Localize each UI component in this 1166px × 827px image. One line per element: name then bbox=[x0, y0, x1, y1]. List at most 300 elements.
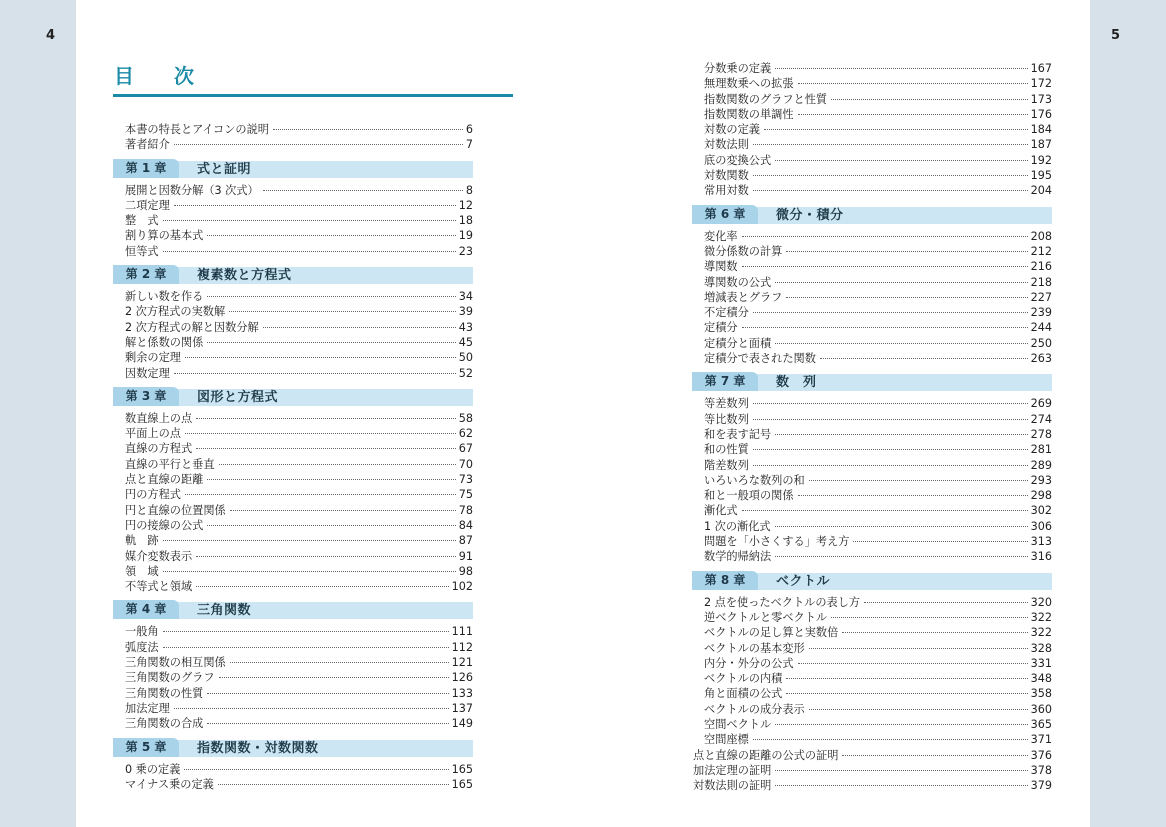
toc-entry[interactable] bbox=[113, 503, 473, 518]
dot-leader bbox=[163, 570, 456, 572]
toc-entry[interactable] bbox=[692, 412, 1052, 427]
page-number-right: 5 bbox=[1110, 28, 1120, 43]
toc-entry-page: 112 bbox=[451, 640, 473, 654]
toc-entry-label: 不定積分 bbox=[704, 306, 749, 320]
dot-leader bbox=[753, 448, 1028, 450]
toc-entry-page: 322 bbox=[1030, 610, 1052, 624]
toc-entry-page: 6 bbox=[465, 123, 473, 136]
toc-entry-page: 43 bbox=[458, 320, 473, 334]
toc-entry-label: 2 点を使ったベクトルの表し方 bbox=[704, 595, 861, 609]
dot-leader bbox=[185, 432, 456, 434]
toc-entry[interactable] bbox=[113, 655, 473, 670]
toc-entry[interactable] bbox=[692, 458, 1052, 473]
dot-leader bbox=[273, 128, 463, 130]
toc-entry-label: 領 域 bbox=[125, 564, 159, 578]
toc-entry[interactable] bbox=[692, 641, 1052, 656]
dot-leader bbox=[775, 555, 1028, 557]
toc-entry[interactable] bbox=[692, 92, 1052, 107]
toc-entry-page: 187 bbox=[1030, 138, 1052, 152]
toc-entry-label: 三角関数のグラフ bbox=[125, 671, 215, 685]
toc-entry-page: 111 bbox=[451, 625, 473, 639]
toc-entry-label: 0 乗の定義 bbox=[125, 762, 181, 776]
toc-entry[interactable] bbox=[113, 441, 473, 456]
dot-leader bbox=[174, 707, 449, 709]
dot-leader bbox=[775, 723, 1028, 725]
toc-entry[interactable] bbox=[113, 213, 473, 228]
dot-leader bbox=[196, 555, 456, 557]
toc-entry[interactable] bbox=[113, 472, 473, 487]
toc-entry-page: 84 bbox=[458, 518, 473, 532]
toc-entry-page: 306 bbox=[1030, 519, 1052, 533]
toc-entry-page: 184 bbox=[1030, 123, 1052, 137]
dot-leader bbox=[185, 493, 456, 495]
toc-entry[interactable] bbox=[113, 457, 473, 472]
chapter-heading bbox=[113, 738, 473, 758]
chapter-heading bbox=[113, 265, 473, 285]
toc-entry-label: 導関数の公式 bbox=[704, 275, 772, 289]
dot-leader bbox=[207, 722, 448, 724]
toc-entry-page: 67 bbox=[458, 442, 473, 456]
chapter-number-tab: 第 7 章 bbox=[692, 372, 758, 391]
chapter-heading bbox=[692, 372, 1052, 392]
dot-leader bbox=[775, 281, 1028, 283]
toc-entry-page: 192 bbox=[1030, 153, 1052, 167]
toc-entry[interactable] bbox=[113, 701, 473, 716]
dot-leader bbox=[207, 295, 455, 297]
toc-entry-page: 58 bbox=[458, 411, 473, 425]
toc-entry-page: 167 bbox=[1030, 62, 1052, 75]
toc-entry-label: ベクトルの足し算と実数倍 bbox=[704, 626, 839, 640]
toc-entry[interactable] bbox=[113, 640, 473, 655]
chapter-title: 複素数と方程式 bbox=[197, 268, 292, 284]
toc-entry[interactable] bbox=[692, 702, 1052, 717]
toc-entry-page: 52 bbox=[458, 366, 473, 380]
toc-entry-label: 対数法則の証明 bbox=[693, 779, 772, 793]
toc-entry[interactable] bbox=[692, 107, 1052, 122]
dot-leader bbox=[831, 98, 1028, 100]
page-number-left: 4 bbox=[46, 28, 56, 43]
toc-entry[interactable] bbox=[692, 183, 1052, 198]
dot-leader bbox=[831, 616, 1028, 618]
dot-leader bbox=[753, 738, 1028, 740]
toc-entry[interactable] bbox=[113, 716, 473, 731]
toc-entry[interactable] bbox=[692, 427, 1052, 442]
dot-leader bbox=[786, 677, 1027, 679]
toc-entry-page: 165 bbox=[451, 762, 473, 776]
dot-leader bbox=[775, 769, 1027, 771]
toc-entry-label: 空間ベクトル bbox=[704, 717, 772, 731]
toc-entry[interactable] bbox=[692, 488, 1052, 503]
toc-entry-label: 底の変換公式 bbox=[704, 153, 772, 167]
toc-entry-page: 173 bbox=[1030, 92, 1052, 106]
toc-entry-label: 円の接線の公式 bbox=[125, 518, 204, 532]
toc-entry[interactable] bbox=[113, 335, 473, 350]
toc-entry[interactable] bbox=[692, 519, 1052, 534]
dot-leader bbox=[775, 67, 1028, 69]
toc-entry-label: 分数乗の定義 bbox=[704, 62, 772, 75]
dot-leader bbox=[174, 204, 456, 206]
toc-entry[interactable] bbox=[692, 290, 1052, 305]
toc-entry-label: 剰余の定理 bbox=[125, 351, 181, 365]
toc-entry-label: 平面上の点 bbox=[125, 427, 181, 441]
toc-entry-label: 階差数列 bbox=[704, 458, 749, 472]
toc-entry-page: 7 bbox=[465, 138, 473, 152]
toc-entry[interactable] bbox=[692, 595, 1052, 610]
dot-leader bbox=[742, 265, 1028, 267]
toc-entry-page: 149 bbox=[451, 717, 473, 731]
dot-leader bbox=[753, 311, 1028, 313]
toc-entry-label: 等比数列 bbox=[704, 412, 749, 426]
dot-leader bbox=[207, 341, 455, 343]
toc-column-right bbox=[692, 61, 1052, 793]
toc-entry-page: 278 bbox=[1030, 427, 1052, 441]
dot-leader bbox=[230, 509, 456, 511]
toc-entry[interactable] bbox=[113, 579, 473, 594]
toc-entry-label: 指数関数のグラフと性質 bbox=[704, 92, 828, 106]
chapter-title: 図形と方程式 bbox=[197, 389, 279, 405]
chapter-heading bbox=[113, 159, 473, 179]
toc-entry-label: 新しい数を作る bbox=[125, 290, 204, 304]
toc-entry-label: 点と直線の距離 bbox=[125, 473, 204, 487]
toc-entry[interactable] bbox=[692, 396, 1052, 411]
dot-leader bbox=[753, 418, 1028, 420]
toc-entry-label: 対数法則 bbox=[704, 138, 749, 152]
toc-entry-page: 313 bbox=[1030, 535, 1052, 549]
toc-entry[interactable] bbox=[113, 350, 473, 365]
toc-entry[interactable] bbox=[113, 426, 473, 441]
dot-leader bbox=[798, 82, 1028, 84]
toc-entry-label: 無理数乗への拡張 bbox=[704, 77, 794, 91]
toc-entry[interactable] bbox=[113, 777, 473, 792]
dot-leader bbox=[219, 463, 456, 465]
dot-leader bbox=[742, 235, 1028, 237]
toc-entry-label: 和を表す記号 bbox=[704, 427, 772, 441]
toc-entry[interactable] bbox=[692, 351, 1052, 366]
toc-entry[interactable] bbox=[692, 305, 1052, 320]
toc-entry[interactable] bbox=[692, 442, 1052, 457]
toc-entry-page: 281 bbox=[1030, 443, 1052, 457]
toc-entry[interactable] bbox=[113, 487, 473, 502]
toc-entry[interactable] bbox=[692, 671, 1052, 686]
toc-entry[interactable] bbox=[692, 61, 1052, 76]
toc-entry[interactable] bbox=[692, 625, 1052, 640]
toc-entry-page: 244 bbox=[1030, 321, 1052, 335]
toc-entry-page: 70 bbox=[458, 457, 473, 471]
toc-entry-page: 320 bbox=[1030, 595, 1052, 609]
left-margin-strip bbox=[0, 0, 76, 827]
dot-leader bbox=[196, 447, 456, 449]
dot-leader bbox=[742, 509, 1028, 511]
toc-entry[interactable] bbox=[692, 137, 1052, 152]
dot-leader bbox=[207, 692, 448, 694]
chapter-title: 式と証明 bbox=[197, 161, 252, 177]
toc-entry-page: 376 bbox=[1030, 748, 1052, 762]
toc-entry-page: 212 bbox=[1030, 244, 1052, 258]
dot-leader bbox=[809, 479, 1028, 481]
toc-entry[interactable] bbox=[113, 518, 473, 533]
toc-entry-page: 73 bbox=[458, 473, 473, 487]
toc-entry-label: 導関数 bbox=[704, 260, 738, 274]
toc-entry[interactable] bbox=[113, 411, 473, 426]
toc-entry-label: 因数定理 bbox=[125, 366, 170, 380]
toc-entry[interactable] bbox=[113, 533, 473, 548]
toc-entry-page: 75 bbox=[458, 488, 473, 502]
toc-entry-label: 直線の方程式 bbox=[125, 442, 193, 456]
toc-entry-label: 和の性質 bbox=[704, 443, 749, 457]
chapter-number-tab: 第 8 章 bbox=[692, 571, 758, 590]
toc-entry-page: 263 bbox=[1030, 352, 1052, 366]
toc-entry-page: 293 bbox=[1030, 473, 1052, 487]
toc-entry-page: 12 bbox=[458, 198, 473, 212]
toc-entry[interactable] bbox=[113, 183, 473, 198]
toc-entry-page: 227 bbox=[1030, 290, 1052, 304]
toc-entry-page: 360 bbox=[1030, 702, 1052, 716]
toc-entry-label: 整 式 bbox=[125, 214, 159, 228]
dot-leader bbox=[775, 159, 1028, 161]
toc-entry-page: 19 bbox=[458, 229, 473, 243]
toc-entry[interactable] bbox=[113, 198, 473, 213]
toc-entry[interactable] bbox=[113, 320, 473, 335]
dot-leader bbox=[764, 128, 1028, 130]
dot-leader bbox=[174, 372, 456, 374]
toc-entry-label: ベクトルの基本変形 bbox=[704, 641, 805, 655]
toc-entry-label: 解と係数の関係 bbox=[125, 335, 204, 349]
toc-entry-page: 322 bbox=[1030, 626, 1052, 640]
toc-entry[interactable] bbox=[113, 762, 473, 777]
toc-entry[interactable] bbox=[692, 259, 1052, 274]
toc-entry[interactable] bbox=[692, 534, 1052, 549]
toc-entry-label: 定積分 bbox=[704, 321, 738, 335]
toc-entry[interactable] bbox=[692, 656, 1052, 671]
toc-entry[interactable] bbox=[113, 244, 473, 259]
dot-leader bbox=[753, 174, 1028, 176]
chapter-title: ベクトル bbox=[776, 573, 831, 589]
toc-entry[interactable] bbox=[692, 122, 1052, 137]
dot-leader bbox=[196, 585, 449, 587]
toc-entry-label: 内分・外分の公式 bbox=[704, 656, 794, 670]
toc-entry[interactable] bbox=[113, 564, 473, 579]
toc-entry-label: 対数の定義 bbox=[704, 123, 760, 137]
dot-leader bbox=[174, 143, 463, 145]
chapter-number-tab: 第 1 章 bbox=[113, 159, 179, 178]
toc-entry[interactable] bbox=[692, 275, 1052, 290]
toc-entry[interactable] bbox=[113, 228, 473, 243]
toc-entry-label: 割り算の基本式 bbox=[125, 229, 204, 243]
toc-entry[interactable] bbox=[113, 304, 473, 319]
toc-entry[interactable] bbox=[113, 686, 473, 701]
toc-entry[interactable] bbox=[113, 670, 473, 685]
dot-leader bbox=[207, 478, 455, 480]
dot-leader bbox=[163, 219, 456, 221]
toc-entry-label: 加法定理の証明 bbox=[693, 763, 772, 777]
chapter-title: 指数関数・対数関数 bbox=[197, 740, 319, 756]
toc-entry-page: 218 bbox=[1030, 275, 1052, 289]
toc-entry-page: 302 bbox=[1030, 504, 1052, 518]
toc-entry-page: 133 bbox=[451, 686, 473, 700]
dot-leader bbox=[775, 433, 1028, 435]
dot-leader bbox=[864, 601, 1028, 603]
toc-entry-label: 問題を「小さくする」考え方 bbox=[704, 535, 850, 549]
toc-entry[interactable] bbox=[692, 229, 1052, 244]
toc-entry-label: 等差数列 bbox=[704, 397, 749, 411]
toc-entry[interactable] bbox=[113, 122, 473, 137]
dot-leader bbox=[753, 464, 1028, 466]
dot-leader bbox=[842, 754, 1027, 756]
toc-entry-label: 点と直線の距離の公式の証明 bbox=[693, 748, 839, 762]
toc-entry[interactable] bbox=[692, 763, 1052, 778]
toc-entry[interactable] bbox=[692, 320, 1052, 335]
toc-entry-label: 定積分と面積 bbox=[704, 336, 772, 350]
toc-entry-label: 数直線上の点 bbox=[125, 411, 193, 425]
chapter-heading bbox=[113, 600, 473, 620]
toc-entry-page: 289 bbox=[1030, 458, 1052, 472]
toc-entry-page: 348 bbox=[1030, 672, 1052, 686]
toc-entry-page: 91 bbox=[458, 549, 473, 563]
toc-entry-label: 漸化式 bbox=[704, 504, 738, 518]
dot-leader bbox=[263, 326, 456, 328]
toc-entry-label: 直線の平行と垂直 bbox=[125, 457, 215, 471]
toc-entry-page: 62 bbox=[458, 427, 473, 441]
toc-entry-label: 常用対数 bbox=[704, 184, 749, 198]
right-margin-strip bbox=[1090, 0, 1166, 827]
chapter-number-tab: 第 3 章 bbox=[113, 387, 179, 406]
toc-entry[interactable] bbox=[692, 168, 1052, 183]
dot-leader bbox=[842, 631, 1027, 633]
toc-entry-label: 媒介変数表示 bbox=[125, 549, 193, 563]
toc-entry-page: 250 bbox=[1030, 336, 1052, 350]
toc-entry-label: 空間座標 bbox=[704, 733, 749, 747]
toc-entry[interactable] bbox=[692, 549, 1052, 564]
toc-column-left bbox=[113, 122, 473, 792]
toc-entry[interactable] bbox=[692, 610, 1052, 625]
toc-entry-label: 弧度法 bbox=[125, 640, 159, 654]
toc-entry[interactable] bbox=[113, 624, 473, 639]
toc-entry-label: 1 次の漸化式 bbox=[704, 519, 771, 533]
toc-entry[interactable] bbox=[113, 289, 473, 304]
toc-entry[interactable] bbox=[692, 153, 1052, 168]
dot-leader bbox=[798, 113, 1028, 115]
dot-leader bbox=[229, 310, 456, 312]
toc-entry-label: 指数関数の単調性 bbox=[704, 107, 794, 121]
page-title: 目 次 bbox=[114, 64, 204, 88]
toc-entry[interactable] bbox=[692, 748, 1052, 763]
toc-entry-label: いろいろな数列の和 bbox=[704, 473, 805, 487]
dot-leader bbox=[775, 784, 1027, 786]
toc-entry-page: 328 bbox=[1030, 641, 1052, 655]
toc-entry[interactable] bbox=[692, 336, 1052, 351]
chapter-number-tab: 第 6 章 bbox=[692, 205, 758, 224]
toc-entry-label: 数学的帰納法 bbox=[704, 550, 772, 564]
toc-entry-page: 216 bbox=[1030, 260, 1052, 274]
toc-entry-label: 和と一般項の関係 bbox=[704, 489, 794, 503]
toc-entry-label: 2 次方程式の解と因数分解 bbox=[125, 320, 259, 334]
toc-entry-page: 269 bbox=[1030, 397, 1052, 411]
toc-entry-label: 円と直線の位置関係 bbox=[125, 503, 226, 517]
toc-entry-label: 著者紹介 bbox=[125, 138, 170, 152]
toc-entry[interactable] bbox=[692, 732, 1052, 747]
toc-entry-page: 274 bbox=[1030, 412, 1052, 426]
toc-entry-label: 角と面積の公式 bbox=[704, 687, 783, 701]
toc-entry-label: 三角関数の合成 bbox=[125, 717, 204, 731]
toc-entry-label: 逆ベクトルと零ベクトル bbox=[704, 610, 828, 624]
toc-entry-page: 18 bbox=[458, 214, 473, 228]
toc-entry-label: 不等式と領域 bbox=[125, 580, 193, 594]
toc-entry-label: 増減表とグラフ bbox=[704, 290, 783, 304]
toc-entry-page: 331 bbox=[1030, 656, 1052, 670]
chapter-title: 三角関数 bbox=[197, 603, 252, 619]
chapter-heading bbox=[692, 571, 1052, 591]
dot-leader bbox=[786, 692, 1027, 694]
dot-leader bbox=[809, 647, 1028, 649]
toc-entry[interactable] bbox=[692, 778, 1052, 793]
toc-entry-page: 87 bbox=[458, 534, 473, 548]
toc-entry-label: 加法定理 bbox=[125, 701, 170, 715]
toc-entry-page: 39 bbox=[458, 305, 473, 319]
dot-leader bbox=[207, 234, 455, 236]
dot-leader bbox=[753, 402, 1028, 404]
toc-entry[interactable] bbox=[692, 717, 1052, 732]
toc-entry[interactable] bbox=[692, 686, 1052, 701]
dot-leader bbox=[753, 189, 1028, 191]
title-rule bbox=[113, 94, 513, 97]
toc-entry-page: 379 bbox=[1030, 779, 1052, 793]
toc-entry-label: 2 次方程式の実数解 bbox=[125, 305, 226, 319]
toc-entry-page: 121 bbox=[451, 656, 473, 670]
toc-entry-page: 358 bbox=[1030, 687, 1052, 701]
toc-entry-page: 126 bbox=[451, 671, 473, 685]
toc-entry-page: 239 bbox=[1030, 306, 1052, 320]
toc-entry-label: 二項定理 bbox=[125, 198, 170, 212]
dot-leader bbox=[185, 356, 456, 358]
dot-leader bbox=[163, 539, 456, 541]
toc-entry-page: 176 bbox=[1030, 107, 1052, 121]
toc-entry-page: 298 bbox=[1030, 489, 1052, 503]
toc-entry-label: 展開と因数分解（3 次式） bbox=[125, 183, 259, 197]
toc-entry-label: 円の方程式 bbox=[125, 488, 181, 502]
dot-leader bbox=[207, 524, 455, 526]
toc-entry[interactable] bbox=[692, 503, 1052, 518]
toc-entry[interactable] bbox=[113, 366, 473, 381]
toc-entry-page: 165 bbox=[451, 777, 473, 791]
chapter-heading bbox=[113, 387, 473, 407]
toc-entry-label: ベクトルの内積 bbox=[704, 672, 783, 686]
toc-entry-page: 102 bbox=[451, 580, 473, 594]
toc-entry-page: 371 bbox=[1030, 733, 1052, 747]
toc-entry[interactable] bbox=[692, 76, 1052, 91]
dot-leader bbox=[753, 143, 1028, 145]
chapter-title: 数 列 bbox=[776, 375, 817, 391]
toc-entry-page: 8 bbox=[465, 183, 473, 197]
chapter-title: 微分・積分 bbox=[776, 207, 844, 223]
toc-entry-page: 365 bbox=[1030, 717, 1052, 731]
toc-entry-label: 定積分で表された関数 bbox=[704, 352, 816, 366]
dot-leader bbox=[820, 357, 1028, 359]
toc-entry-page: 378 bbox=[1030, 763, 1052, 777]
dot-leader bbox=[742, 326, 1028, 328]
chapter-number-tab: 第 4 章 bbox=[113, 600, 179, 619]
toc-entry-page: 23 bbox=[458, 244, 473, 258]
toc-entry[interactable] bbox=[113, 549, 473, 564]
toc-entry-label: 恒等式 bbox=[125, 244, 159, 258]
toc-entry-label: 対数関数 bbox=[704, 169, 749, 183]
toc-entry[interactable] bbox=[692, 244, 1052, 259]
toc-entry[interactable] bbox=[113, 137, 473, 152]
toc-entry[interactable] bbox=[692, 473, 1052, 488]
dot-leader bbox=[809, 708, 1028, 710]
dot-leader bbox=[798, 494, 1028, 496]
dot-leader bbox=[853, 540, 1027, 542]
chapter-heading bbox=[692, 205, 1052, 225]
